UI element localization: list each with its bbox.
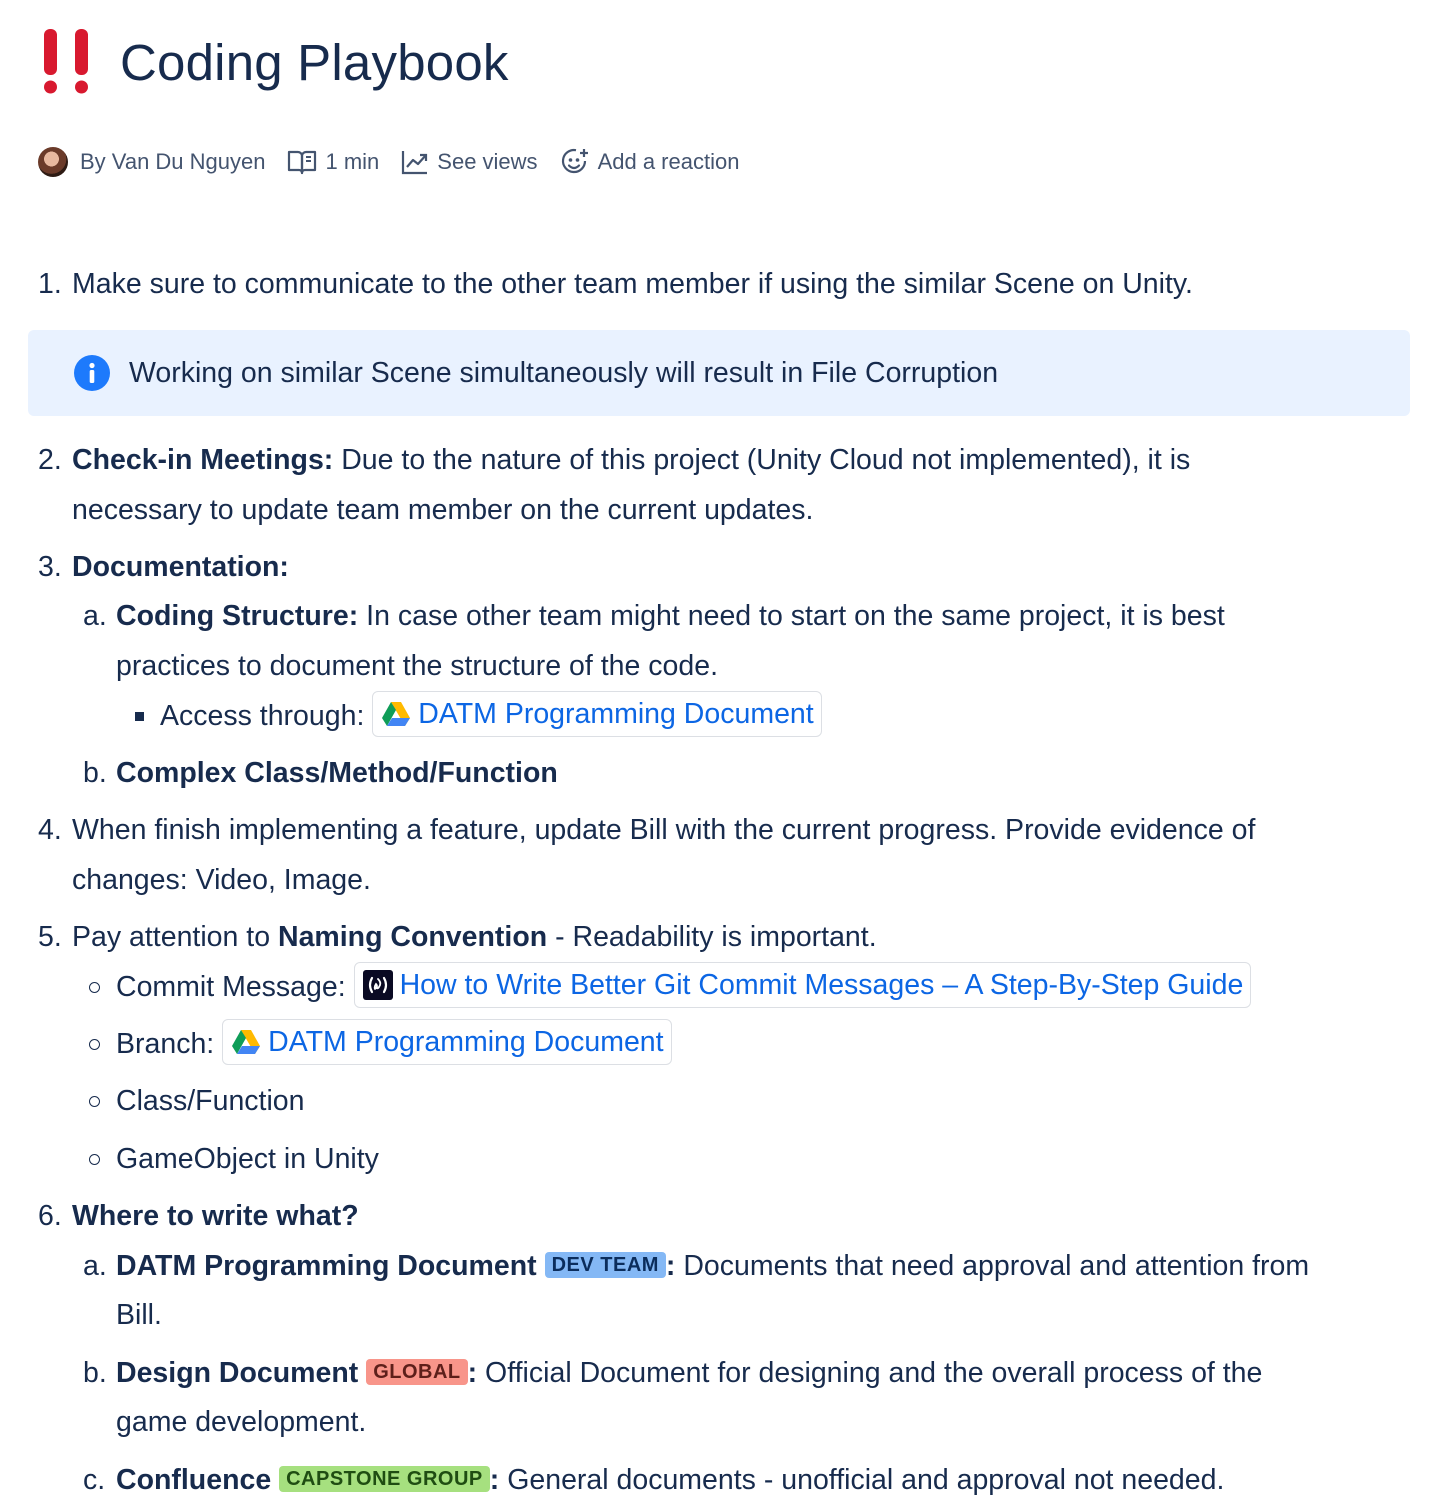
- list-letter: b.: [83, 1357, 107, 1389]
- status-badge: CAPSTONE GROUP: [279, 1466, 490, 1492]
- item-6c-text: General documents - unofficial and approval not needed.: [499, 1464, 1225, 1496]
- add-reaction-label[interactable]: Add a reaction: [597, 149, 740, 174]
- item-6c-line-1: [116, 1455, 1224, 1505]
- book-open-icon: [287, 149, 317, 175]
- datm-doc-link-text[interactable]: DATM Programming Document: [268, 1026, 664, 1059]
- google-drive-icon: [231, 1029, 261, 1055]
- item-3a-heading: Coding Structure:: [116, 600, 359, 632]
- item-6b-text: Official Document for designing and the overall process of the: [477, 1357, 1263, 1389]
- item-6-heading: [72, 1191, 359, 1241]
- info-panel: [28, 330, 1410, 416]
- item-6b-line-2: game development.: [116, 1406, 367, 1438]
- page-title: Coding Playbook: [120, 33, 509, 91]
- item-6c-heading: Confluence: [116, 1464, 272, 1496]
- item-5-heading: Naming Convention: [277, 921, 548, 953]
- list-number: 6.: [38, 1200, 62, 1232]
- commit-message-row: [116, 962, 1251, 1012]
- list-number: 2.: [38, 444, 62, 476]
- page-header: [38, 22, 509, 102]
- item-2-text: Due to the nature of this project (Unity Cloud not implemented), it is: [333, 444, 1191, 476]
- read-time-text: 1 min: [325, 149, 380, 174]
- colon: :: [489, 1464, 500, 1496]
- item-4-line-1: When finish implementing a feature, update Bill with the current progress. Provide evidence of: [72, 814, 1256, 846]
- item-5-text: [72, 912, 877, 962]
- list-number: 1.: [38, 268, 62, 300]
- git-commit-guide-link-text[interactable]: How to Write Better Git Commit Messages – A Step-By-Step Guide: [399, 969, 1244, 1002]
- item-5-prefix: Pay attention to: [72, 921, 278, 953]
- avatar[interactable]: [38, 147, 68, 177]
- read-time: [287, 149, 379, 175]
- list-number: 4.: [38, 814, 62, 846]
- freecodecamp-icon: [363, 970, 393, 1000]
- item-2-heading: Check-in Meetings:: [72, 444, 334, 476]
- item-3b-heading: Complex Class/Method/Function: [116, 757, 558, 789]
- square-bullet: [135, 712, 144, 721]
- access-through-row: [160, 691, 822, 741]
- list-letter: a.: [83, 1250, 107, 1282]
- circle-bullet: [89, 1096, 100, 1107]
- see-views-button[interactable]: [401, 149, 537, 175]
- list-letter: c.: [83, 1464, 106, 1496]
- access-through-label: Access through:: [160, 700, 365, 732]
- author-name[interactable]: By Van Du Nguyen: [80, 149, 266, 174]
- item-3a-text: In case other team might need to start on the same project, it is best: [358, 600, 1225, 632]
- list-number: 5.: [38, 921, 62, 953]
- google-drive-icon: [381, 701, 411, 727]
- item-6a-text: Documents that need approval and attention from: [675, 1250, 1310, 1282]
- item-6a-line-2: Bill.: [116, 1299, 162, 1331]
- status-badge: GLOBAL: [366, 1359, 467, 1385]
- byline: [38, 142, 761, 182]
- item-6a-line-1: [116, 1241, 1309, 1291]
- info-icon: [74, 355, 110, 391]
- author[interactable]: [38, 147, 265, 177]
- item-3b: [116, 748, 558, 798]
- item-3-heading-text: Documentation:: [72, 551, 289, 583]
- list-number: 3.: [38, 551, 62, 583]
- branch-label: Branch:: [116, 1028, 215, 1060]
- item-3a-line-2: practices to document the structure of the code.: [116, 650, 718, 682]
- item-5-suffix: - Readability is important.: [547, 921, 877, 953]
- item-6b-line-1: [116, 1348, 1262, 1398]
- list-letter: b.: [83, 757, 107, 789]
- add-reaction-button[interactable]: [560, 147, 740, 177]
- class-function-item: Class/Function: [116, 1085, 305, 1117]
- item-3a-line-1: [116, 591, 1225, 641]
- commit-message-label: Commit Message:: [116, 971, 346, 1003]
- datm-doc-link-text[interactable]: DATM Programming Document: [418, 698, 814, 731]
- info-panel-text: Working on similar Scene simultaneously will result in File Corruption: [129, 356, 999, 389]
- git-commit-guide-link[interactable]: [354, 962, 1252, 1008]
- chart-line-icon: [401, 149, 429, 175]
- item-2-line-2: necessary to update team member on the current updates.: [72, 494, 814, 526]
- colon: :: [665, 1250, 676, 1282]
- item-2-line-1: [72, 435, 1190, 485]
- datm-doc-link[interactable]: [372, 691, 821, 737]
- emoji-add-icon: [560, 147, 590, 177]
- circle-bullet: [89, 1154, 100, 1165]
- item-4-line-2: changes: Video, Image.: [72, 864, 371, 896]
- item-6-heading-text: Where to write what?: [72, 1200, 359, 1232]
- item-6a-heading: DATM Programming Document: [116, 1250, 537, 1282]
- double-exclamation-icon: [38, 27, 98, 97]
- item-6b-heading: Design Document: [116, 1357, 359, 1389]
- circle-bullet: [89, 1039, 100, 1050]
- gameobject-item: GameObject in Unity: [116, 1143, 379, 1175]
- item-1-text: Make sure to communicate to the other team member if using the similar Scene on Unity.: [72, 268, 1193, 300]
- branch-row: [116, 1019, 672, 1069]
- datm-doc-link[interactable]: [222, 1019, 671, 1065]
- item-3-heading: [72, 542, 289, 592]
- status-badge: DEV TEAM: [545, 1252, 666, 1278]
- circle-bullet: [89, 982, 100, 993]
- see-views-label[interactable]: See views: [437, 149, 538, 174]
- colon: :: [467, 1357, 478, 1389]
- list-letter: a.: [83, 600, 107, 632]
